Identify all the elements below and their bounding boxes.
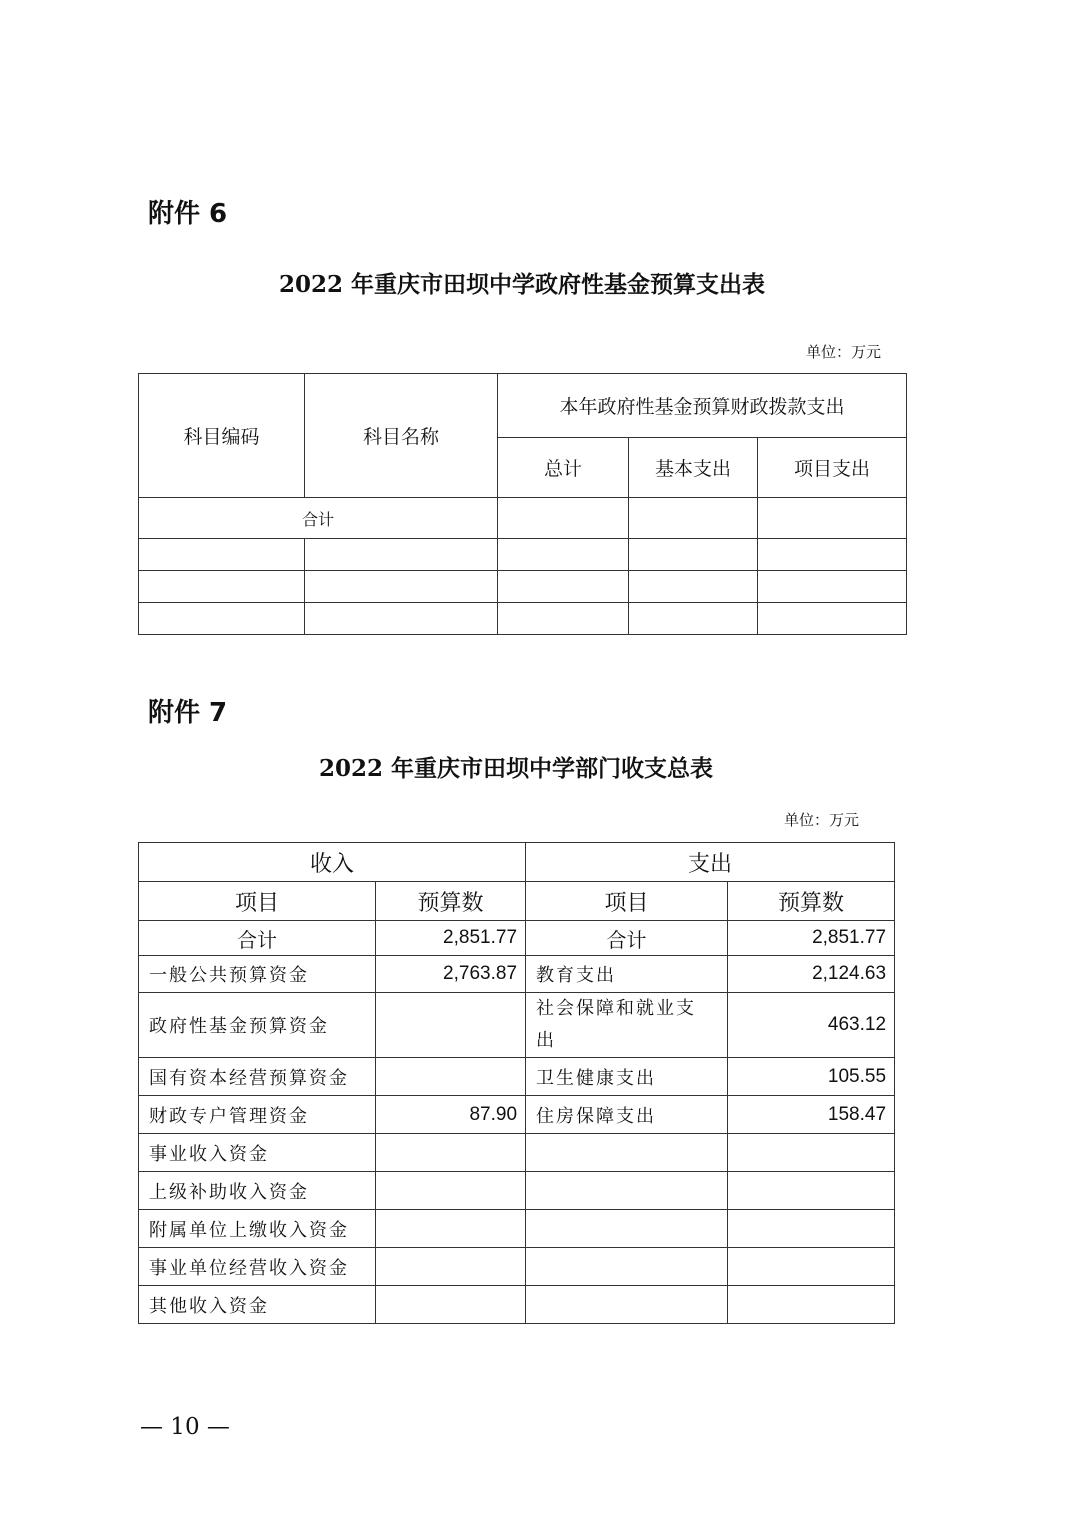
income-item-cell: 事业单位经营收入资金: [139, 1248, 376, 1286]
header-subject-name: 科目名称: [305, 374, 498, 498]
expense-value-cell: [728, 1210, 895, 1248]
table-row: [139, 1286, 895, 1324]
table-cell: [758, 603, 907, 635]
expense-value-cell: 105.55: [728, 1058, 895, 1096]
table-row: [139, 1134, 895, 1172]
table-cell: [629, 571, 758, 603]
expense-value-cell: [728, 1286, 895, 1324]
attachment-7-label: 附件 7: [148, 698, 228, 728]
header-subject-code: 科目编码: [139, 374, 305, 498]
expense-value-cell: 2,851.77: [728, 921, 895, 956]
table-row: [139, 1058, 895, 1096]
expense-value-cell: [728, 1248, 895, 1286]
expense-item-cell: [526, 1248, 728, 1286]
attachment-6-label: 附件 6: [148, 199, 228, 229]
department-income-expenditure-table: [138, 842, 895, 1324]
table-cell: [498, 539, 629, 571]
header-income-item: 项目: [139, 882, 376, 921]
income-item-cell: 政府性基金预算资金: [139, 993, 376, 1058]
table-row: [139, 956, 895, 993]
table-row: [139, 921, 895, 956]
income-item-cell: 事业收入资金: [139, 1134, 376, 1172]
income-value-cell: [376, 1172, 526, 1210]
expense-value-cell: [728, 1134, 895, 1172]
header-total: 总计: [498, 438, 629, 498]
income-item-cell: 上级补助收入资金: [139, 1172, 376, 1210]
expense-item-cell: [526, 1286, 728, 1324]
table-row: [139, 498, 907, 539]
expense-item-cell: [526, 1172, 728, 1210]
table-cell: [629, 603, 758, 635]
header-expense: 支出: [526, 843, 895, 882]
table-cell: [139, 571, 305, 603]
page-number: — 10 —: [140, 1414, 230, 1440]
table-row: [139, 993, 895, 1058]
table-row: [139, 571, 907, 603]
income-value-cell: [376, 1248, 526, 1286]
table-row: [139, 539, 907, 571]
expense-value-cell: 463.12: [728, 993, 895, 1058]
income-value-cell: [376, 1058, 526, 1096]
expense-item-cell: 住房保障支出: [526, 1096, 728, 1134]
expense-item-cell: [526, 1210, 728, 1248]
table-cell: [139, 603, 305, 635]
expense-item-cell: 社会保障和就业支出: [526, 993, 728, 1058]
header-project-expenditure: 项目支出: [758, 438, 907, 498]
table-cell: [758, 498, 907, 539]
income-value-cell: [376, 1286, 526, 1324]
header-expense-budget: 预算数: [728, 882, 895, 921]
income-value-cell: [376, 993, 526, 1058]
attachment-6-title: 2022 年重庆市田坝中学政府性基金预算支出表: [278, 271, 766, 298]
table-cell: [498, 498, 629, 539]
table-row: [139, 1210, 895, 1248]
total-row-label: 合计: [139, 498, 498, 539]
table-row: [139, 1248, 895, 1286]
expense-value-cell: [728, 1172, 895, 1210]
attachment-7-unit: 单位：万元: [784, 811, 860, 829]
expense-item-cell: 合计: [526, 921, 728, 956]
income-value-cell: [376, 1210, 526, 1248]
table-cell: [305, 571, 498, 603]
attachment-6-unit: 单位：万元: [806, 343, 882, 361]
expense-item-cell: 教育支出: [526, 956, 728, 993]
income-item-cell: 一般公共预算资金: [139, 956, 376, 993]
table-row: [139, 1096, 895, 1134]
header-expense-item: 项目: [526, 882, 728, 921]
income-item-cell: 附属单位上缴收入资金: [139, 1210, 376, 1248]
attachment-7-title: 2022 年重庆市田坝中学部门收支总表: [318, 755, 714, 782]
expense-value-cell: 158.47: [728, 1096, 895, 1134]
table-cell: [758, 539, 907, 571]
table-cell: [498, 603, 629, 635]
table-cell: [629, 498, 758, 539]
income-item-cell: 其他收入资金: [139, 1286, 376, 1324]
table-row: [139, 603, 907, 635]
income-value-cell: 87.90: [376, 1096, 526, 1134]
header-fund-expenditure: 本年政府性基金预算财政拨款支出: [498, 374, 907, 438]
header-income: 收入: [139, 843, 526, 882]
table-cell: [305, 539, 498, 571]
table-cell: [498, 571, 629, 603]
income-item-cell: 财政专户管理资金: [139, 1096, 376, 1134]
income-item-cell: 国有资本经营预算资金: [139, 1058, 376, 1096]
expense-value-cell: 2,124.63: [728, 956, 895, 993]
government-fund-expenditure-table: [138, 373, 907, 635]
header-basic-expenditure: 基本支出: [629, 438, 758, 498]
table-row: [139, 1172, 895, 1210]
table-cell: [305, 603, 498, 635]
income-item-cell: 合计: [139, 921, 376, 956]
income-value-cell: 2,851.77: [376, 921, 526, 956]
table-cell: [758, 571, 907, 603]
income-value-cell: 2,763.87: [376, 956, 526, 993]
expense-item-cell: 卫生健康支出: [526, 1058, 728, 1096]
header-income-budget: 预算数: [376, 882, 526, 921]
table-cell: [139, 539, 305, 571]
expense-item-cell: [526, 1134, 728, 1172]
table-cell: [629, 539, 758, 571]
income-value-cell: [376, 1134, 526, 1172]
